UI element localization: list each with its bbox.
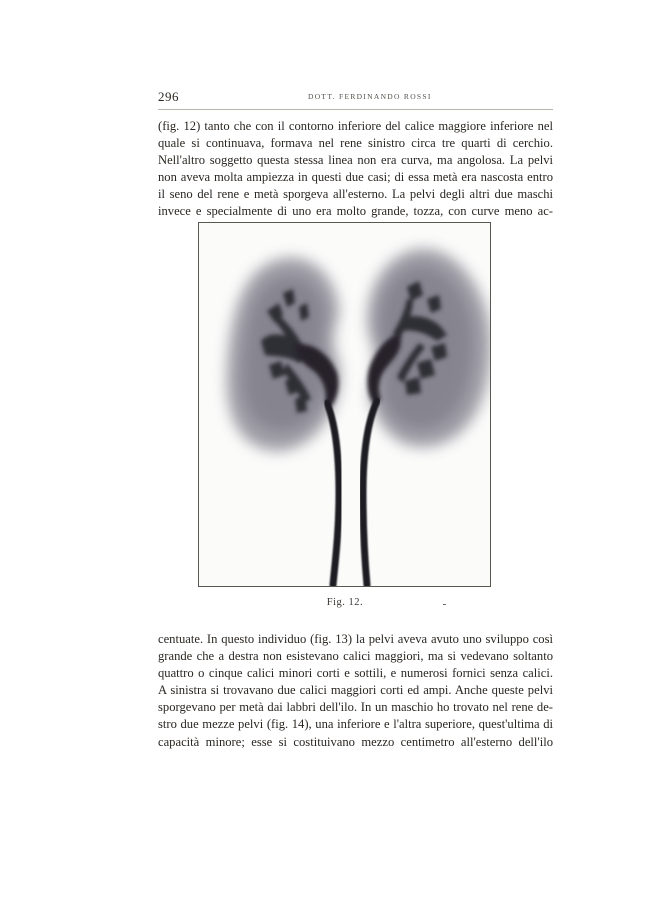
paragraph-top	[158, 118, 553, 221]
text-line: centuate. In questo individuo (fig. 13) la pelvi aveva avuto uno sviluppo così	[158, 632, 553, 646]
text-line: (fig. 12) tanto che con il contorno inferiore del calice maggiore inferiore nel	[158, 119, 553, 133]
text-line: quale si continuava, formava nel rene sinistro circa tre quarti di cerchio.	[158, 136, 553, 151]
figure-radiograph	[198, 222, 491, 587]
text-line: Nell'altro soggetto questa stessa linea non era curva, ma angolosa. La pelvi	[158, 153, 553, 168]
page-header	[158, 89, 553, 110]
right-kidney	[367, 249, 490, 447]
text-line: quattro o cinque calici minori corti e sottili, e numerosi fornici senza calici.	[158, 666, 553, 681]
text-line: sporgevano per metà dai labbri dell'ilo. In un maschio ho trovato nel rene de-	[158, 700, 553, 715]
running-head: DOTT. FERDINANDO ROSSI	[308, 92, 432, 101]
text-line: capacità minore; esse si costituivano mezzo centimetro all'esterno dell'ilo	[158, 734, 553, 749]
text-line: stro due mezze pelvi (fig. 14), una inferiore e l'altra superiore, quest'ultima di	[158, 717, 553, 732]
text-line: invece e specialmente di uno era molto grande, tozza, con curve meno ac-	[158, 204, 553, 219]
text-line: grande che a destra non esistevano calici maggiori, ma si vedevano soltanto	[158, 649, 553, 664]
figure-caption: Fig. 12.	[326, 597, 364, 608]
text-line: non aveva molta ampiezza in questi due casi; di essa metà era nascosta entro	[158, 170, 553, 185]
page-number: 296	[158, 89, 179, 104]
left-kidney	[227, 257, 340, 451]
ureters	[327, 401, 377, 585]
text-line: A sinistra si trovavano due calici maggiori corti ed ampi. Anche queste pelvi	[158, 683, 553, 698]
print-speck	[443, 604, 446, 605]
paragraph-bottom	[158, 631, 553, 751]
kidney-radiograph-image	[199, 223, 490, 586]
text-line: il seno del rene e metà sporgeva all'esterno. La pelvi degli altri due maschi	[158, 187, 553, 202]
